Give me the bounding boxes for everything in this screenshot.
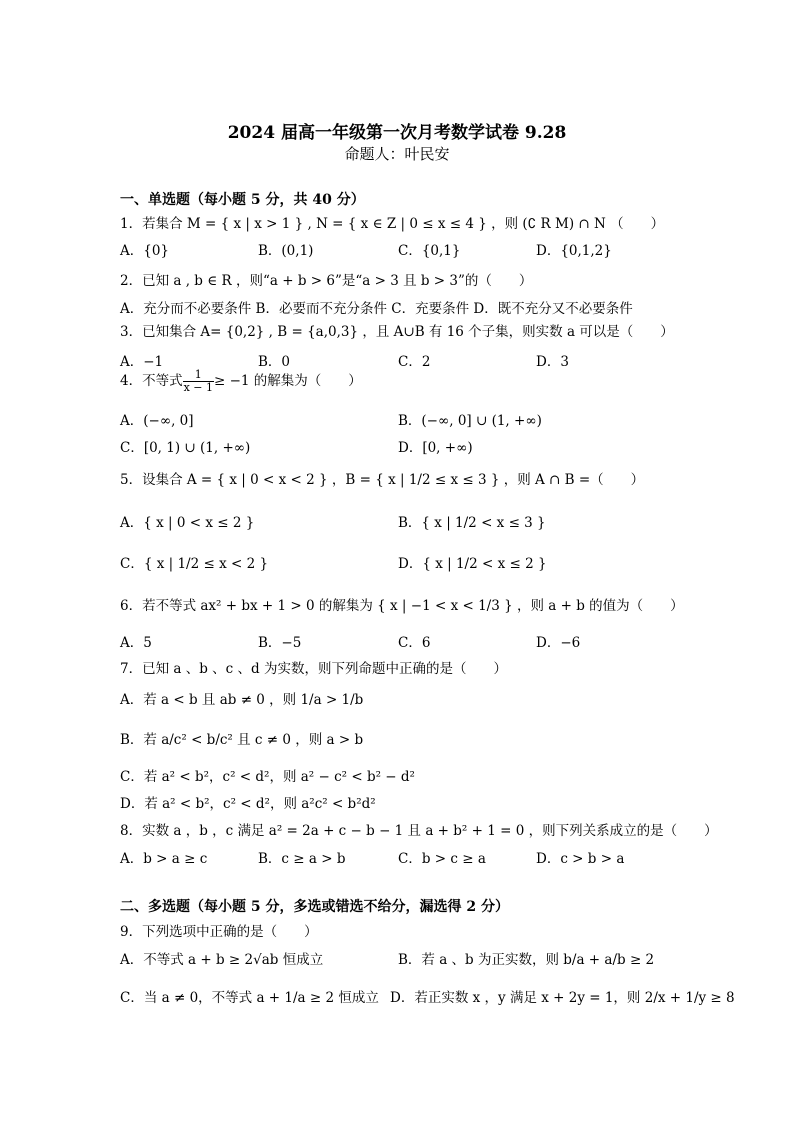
q1-option-d: D．{0,1,2} (536, 243, 612, 259)
q8-option-c: C．b > c ≥ a (398, 851, 486, 867)
q2-stem: 2．已知 a , b ∈ R ，则“a + b > 6”是“a > 3 且 b > 3”的（ ） (120, 273, 533, 289)
q9-option-a: A．不等式 a + b ≥ 2√ab 恒成立 (120, 952, 324, 968)
q4-fraction-denominator: x − 1 (183, 381, 214, 394)
q1-option-a: A．{0} (120, 243, 170, 259)
q1-option-b: B．(0,1) (258, 243, 314, 259)
q6-option-b: B．−5 (258, 635, 302, 651)
q6-option-d: D．−6 (536, 635, 581, 651)
section-multi-choice: 二、多选题（每小题 5 分，多选或错选不给分，漏选得 2 分） (120, 899, 509, 915)
q2-options: A．充分而不必要条件 B．必要而不充分条件 C．充要条件 D．既不充分又不必要条件 (120, 301, 633, 317)
q7-option-a: A．若 a < b 且 ab ≠ 0 ，则 1/a > 1/b (120, 692, 364, 708)
q4-option-d: D．[0, +∞) (398, 440, 473, 456)
q6-option-a: A．5 (120, 635, 152, 651)
q4-option-a: A．(−∞, 0] (120, 413, 194, 429)
q7-option-b: B．若 a/c² < b/c² 且 c ≠ 0 ，则 a > b (120, 732, 364, 748)
q5-option-a: A．{ x | 0 < x ≤ 2 } (120, 515, 255, 531)
q1-option-c: C．{0,1} (398, 243, 461, 259)
q9-stem: 9．下列选项中正确的是（ ） (120, 924, 318, 940)
q4-option-b: B．(−∞, 0] ∪ (1, +∞) (398, 413, 542, 429)
q3-option-a: A．−1 (120, 354, 164, 370)
q7-option-d: D．若 a² < b²，c² < d²，则 a²c² < b²d² (120, 796, 376, 812)
q3-option-b: B．0 (258, 354, 291, 370)
q8-option-b: B．c ≥ a > b (258, 851, 346, 867)
q5-stem: 5．设集合 A = { x | 0 < x < 2 } ，B = { x | 1/2 ≤ x ≤ 3 } ，则 A ∩ B =（ ） (120, 472, 645, 488)
q8-option-d: D．c > b > a (536, 851, 625, 867)
q3-stem: 3．已知集合 A= {0,2} , B = {a,0,3} ，且 A∪B 有 16 个子集，则实数 a 可以是（ ） (120, 324, 674, 340)
q4-stem-prefix: 4．不等式 (120, 373, 183, 389)
q9-option-c: C．当 a ≠ 0，不等式 a + 1/a ≥ 2 恒成立 (120, 990, 379, 1006)
q4-stem-suffix: ≥ −1 的解集为（ ） (214, 373, 362, 389)
q1-stem: 1．若集合 M = { x | x > 1 } , N = { x ∈ Z | 0 ≤ x ≤ 4 } ，则 (∁ R M) ∩ N （ ） (120, 216, 665, 232)
q4-fraction-numerator: 1 (183, 369, 214, 382)
q6-stem: 6．若不等式 ax² + bx + 1 > 0 的解集为 { x | −1 < x < 1/3 } ，则 a + b 的值为（ ） (120, 598, 684, 614)
q8-option-a: A．b > a ≥ c (120, 851, 208, 867)
section-single-choice: 一、单选题（每小题 5 分，共 40 分） (120, 192, 365, 208)
q4-stem (120, 369, 362, 394)
q4-fraction (183, 369, 214, 394)
q4-option-c: C．[0, 1) ∪ (1, +∞) (120, 440, 251, 456)
q7-option-c: C．若 a² < b²，c² < d²，则 a² − c² < b² − d² (120, 769, 415, 785)
q6-option-c: C．6 (398, 635, 431, 651)
q3-option-d: D．3 (536, 354, 569, 370)
q5-option-b: B．{ x | 1/2 < x ≤ 3 } (398, 515, 546, 531)
q5-option-d: D．{ x | 1/2 < x ≤ 2 } (398, 556, 547, 572)
q7-stem: 7．已知 a 、b 、c 、d 为实数，则下列命题中正确的是（ ） (120, 661, 507, 677)
q3-option-c: C．2 (398, 354, 431, 370)
exam-title: 2024 届高一年级第一次月考数学试卷 9.28 (227, 123, 567, 143)
q9-option-b: B．若 a 、b 为正实数，则 b/a + a/b ≥ 2 (398, 952, 655, 968)
q5-option-c: C．{ x | 1/2 ≤ x < 2 } (120, 556, 269, 572)
exam-author: 命题人：叶民安 (344, 145, 450, 163)
q8-stem: 8．实数 a ，b ，c 满足 a² = 2a + c − b − 1 且 a + b² + 1 = 0 ，则下列关系成立的是（ ） (120, 823, 718, 839)
q9-option-d: D．若正实数 x ，y 满足 x + 2y = 1，则 2/x + 1/y ≥ 8 (390, 990, 735, 1006)
